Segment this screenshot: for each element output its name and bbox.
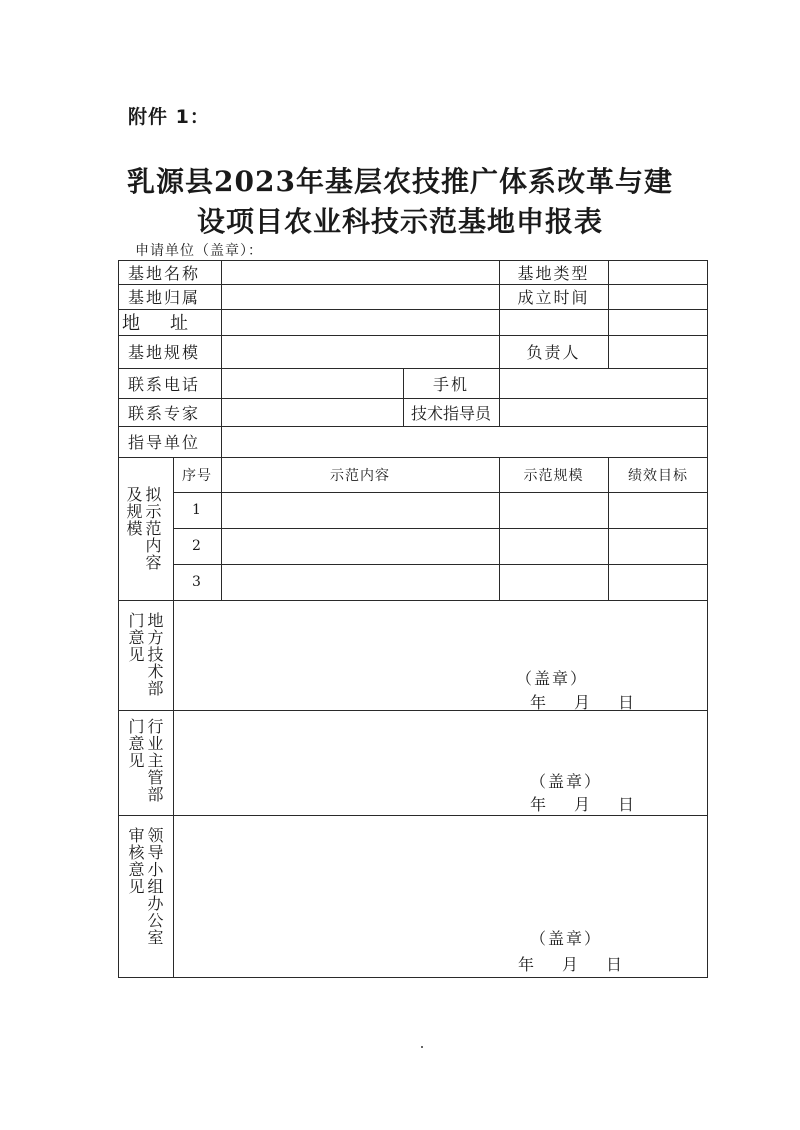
table-rule <box>118 977 708 978</box>
leader-opinion-seal: （盖章） <box>530 929 603 948</box>
base-type-field[interactable] <box>609 261 707 284</box>
local-opinion-seal: （盖章） <box>516 669 589 688</box>
contact-expert-field[interactable] <box>222 399 403 426</box>
industry-opinion-date: 年 月 日 <box>530 795 641 814</box>
contact-phone-field[interactable] <box>222 369 403 398</box>
base-name-label: 基地名称 <box>128 263 201 283</box>
contact-phone-label: 联系电话 <box>128 374 201 394</box>
demo-header-seq: 序号 <box>182 467 212 484</box>
demo-row2-content-field[interactable] <box>222 529 499 564</box>
guidance-unit-field[interactable] <box>222 427 707 457</box>
industry-opinion-label: 行业主管部门意见 <box>126 718 164 803</box>
base-type-label: 基地类型 <box>517 263 590 283</box>
table-row-seq: 3 <box>192 574 202 590</box>
applicant-unit-label: 申请单位（盖章）： <box>135 243 263 259</box>
leader-opinion-label: 领导小组办公室审核意见 <box>126 827 164 946</box>
demo-header-content: 示范内容 <box>330 467 390 484</box>
person-in-charge-label: 负责人 <box>526 343 581 362</box>
local-opinion-date: 年 月 日 <box>530 693 641 712</box>
guidance-unit-label: 指导单位 <box>128 433 201 452</box>
contact-expert-label: 联系专家 <box>128 403 201 423</box>
address-field[interactable] <box>222 310 707 335</box>
mobile-label: 手机 <box>432 374 469 394</box>
local-opinion-label: 地方技术部门意见 <box>126 612 164 697</box>
established-time-label: 成立时间 <box>517 288 590 307</box>
table-rule <box>707 260 708 978</box>
application-form-table <box>118 260 708 978</box>
base-scale-field[interactable] <box>222 336 498 368</box>
form-title-line2: 设项目农业科技示范基地申报表 <box>196 205 603 238</box>
demo-row1-content-field[interactable] <box>222 493 499 528</box>
base-affiliation-label: 基地归属 <box>128 288 201 307</box>
established-time-field[interactable] <box>609 285 707 309</box>
attachment-label: 附件 1： <box>128 106 210 128</box>
base-affiliation-field[interactable] <box>222 285 498 309</box>
leader-opinion-date: 年 月 日 <box>518 955 629 974</box>
demo-section-label: 拟示范内容及规模 <box>124 486 162 571</box>
demo-header-scale: 示范规模 <box>523 467 584 484</box>
address-label: 地 址 <box>122 313 194 334</box>
table-row-seq: 2 <box>192 538 202 554</box>
demo-header-target: 绩效目标 <box>628 467 688 484</box>
form-title-line1: 乳源县2023年基层农技推广体系改革与建 <box>127 165 673 198</box>
base-name-field[interactable] <box>222 261 498 284</box>
base-scale-label: 基地规模 <box>128 343 201 362</box>
person-in-charge-field[interactable] <box>609 336 707 368</box>
table-row-seq: 1 <box>192 502 202 518</box>
mobile-field[interactable] <box>500 369 707 398</box>
industry-opinion-seal: （盖章） <box>530 772 603 791</box>
table-rule <box>118 260 119 978</box>
tech-instructor-label: 技术指导员 <box>410 403 491 423</box>
tech-instructor-field[interactable] <box>500 399 707 426</box>
scan-speck <box>421 1046 423 1048</box>
demo-row3-content-field[interactable] <box>222 565 499 600</box>
